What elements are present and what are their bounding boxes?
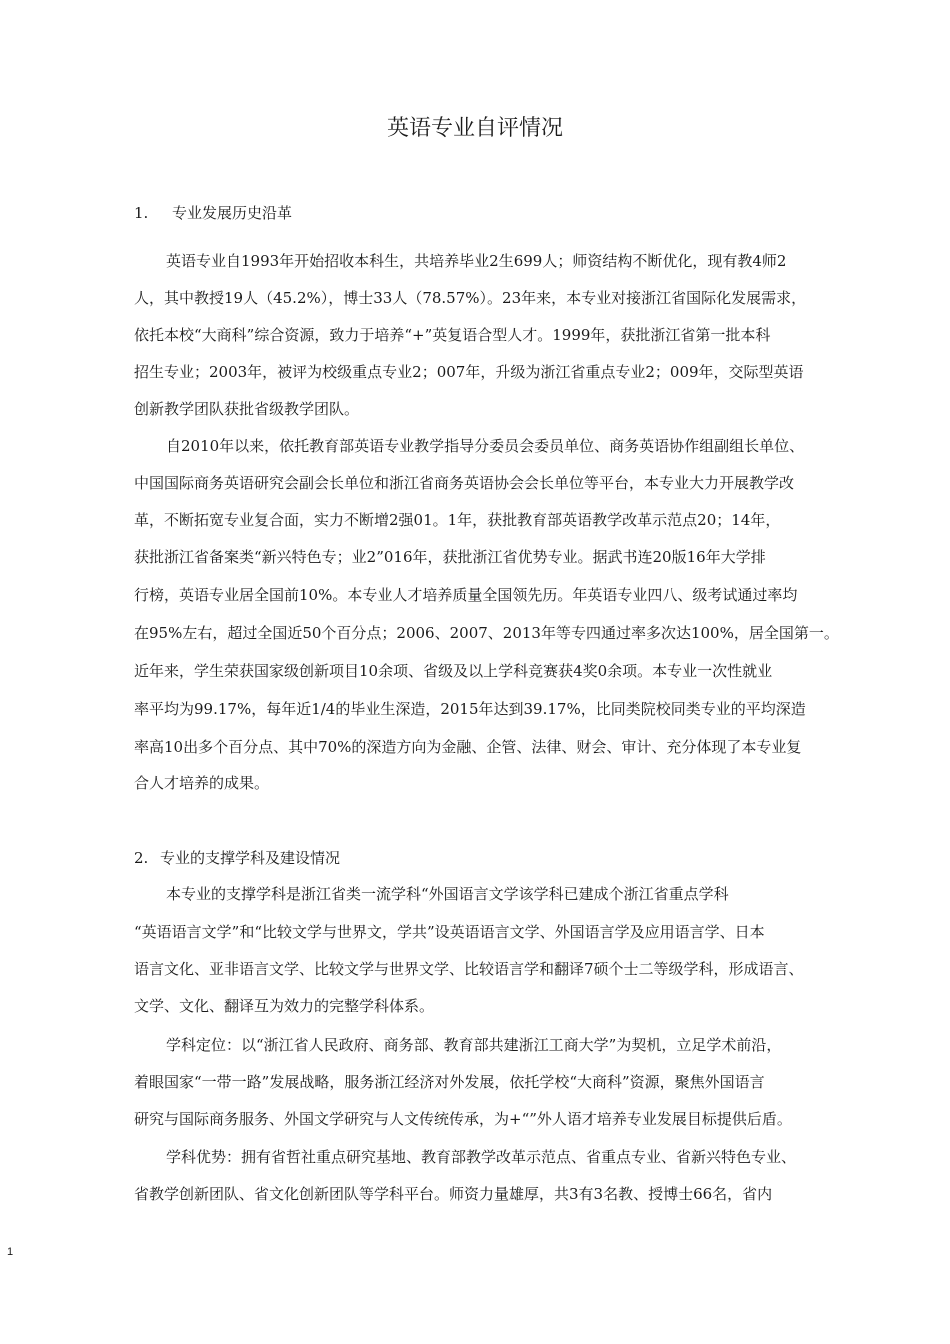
paragraph-line: 率高10出多个百分点、其中70%的深造方向为金融、企管、法律、财会、审计、充分体现了本专业复 [134,738,802,756]
paragraph-line: 学科优势：拥有省哲社重点研究基地、教育部教学改革示范点、省重点专业、省新兴特色专业、 [166,1148,797,1166]
paragraph-line: 行榜，英语专业居全国前10%。本专业人才培养质量全国领先历。年英语专业四八、级考试通过率均 [134,586,798,604]
paragraph-line: 创新教学团队获批省级教学团队。 [134,400,360,418]
paragraph-line: 近年来，学生荣获国家级创新项目10余项、省级及以上学科竞赛获4奖0余项。本专业一次性就业 [134,662,773,680]
paragraph-line: 英语专业自1993年开始招收本科生，共培养毕业2生699人；师资结构不断优化，现有教4师2 [166,252,787,270]
paragraph-line: 自2010年以来，依托教育部英语专业教学指导分委员会委员单位、商务英语协作组副组长单位、 [166,437,805,455]
paragraph-line: 省教学创新团队、省文化创新团队等学科平台。师资力量雄厚，共3有3名教、授博士66名，省内 [134,1185,773,1203]
document-title: 英语专业自评情况 [386,116,563,141]
paragraph-line: 招生专业；2003年，被评为校级重点专业2；007年，升级为浙江省重点专业2；009年，交际型英语 [134,363,804,381]
section-2-heading [134,846,340,870]
paragraph-line: 研究与国际商务服务、外国文学研究与人文传统传承，为+“”外人语才培养专业发展目标提供后盾。 [134,1110,792,1128]
paragraph-line: 率平均为99.17%，每年近1/4的毕业生深造，2015年达到39.17%，比同类院校同类专业的平均深造 [134,700,806,718]
section-1-title: 专业发展历史沿革 [172,204,293,222]
paragraph-line: 本专业的支撑学科是浙江省类一流学科“外国语言文学该学科已建成个浙江省重点学科 [166,885,729,903]
paragraph-line: 语言文化、亚非语言文学、比较文学与世界文学、比较语言学和翻译7硕个士二等级学科，形成语言、 [134,960,804,978]
section-1-number: 1. [134,204,149,222]
paragraph-line: 革，不断拓宽专业复合面，实力不断增2强01。1年，获批教育部英语教学改革示范点20；14年， [134,511,781,529]
section-2-number: 2. [134,849,149,867]
paragraph-line: 学科定位：以“浙江省人民政府、商务部、教育部共建浙江工商大学”为契机，立足学术前沿， [166,1036,782,1054]
paragraph-line: 依托本校“大商科”综合资源，致力于培养“+”英复语合型人才。1999年，获批浙江省第一批本科 [134,326,771,344]
paragraph-line: 中国国际商务英语研究会副会长单位和浙江省商务英语协会会长单位等平台，本专业大力开展教学改 [134,474,795,492]
paragraph-line: “英语语言文学”和“比较文学与世界文，学共”设英语语言文学、外国语言学及应用语言学、日本 [134,923,765,941]
paragraph-line: 获批浙江省备案类“新兴特色专；业2”016年，获批浙江省优势专业。据武书连20版16年大学排 [134,548,766,566]
paragraph-line: 人，其中教授19人（45.2%），博士33人（78.57%）。23年来，本专业对接浙江省国际化发展需求， [134,289,807,307]
paragraph-line: 文学、文化、翻译互为效力的完整学科体系。 [134,997,435,1015]
paragraph-line: 合人才培养的成果。 [134,774,270,792]
page-number: 1 [7,1246,14,1258]
paragraph-line: 在95%左右，超过全国近50个百分点；2006、2007、2013年等专四通过率多次达100%，居全国第一。 [134,624,839,642]
section-2-title: 专业的支撑学科及建设情况 [160,849,341,867]
section-1-heading [134,201,292,225]
paragraph-line: 着眼国家“一带一路”发展战略，服务浙江经济对外发展，依托学校“大商科”资源，聚焦外国语言 [134,1073,765,1091]
